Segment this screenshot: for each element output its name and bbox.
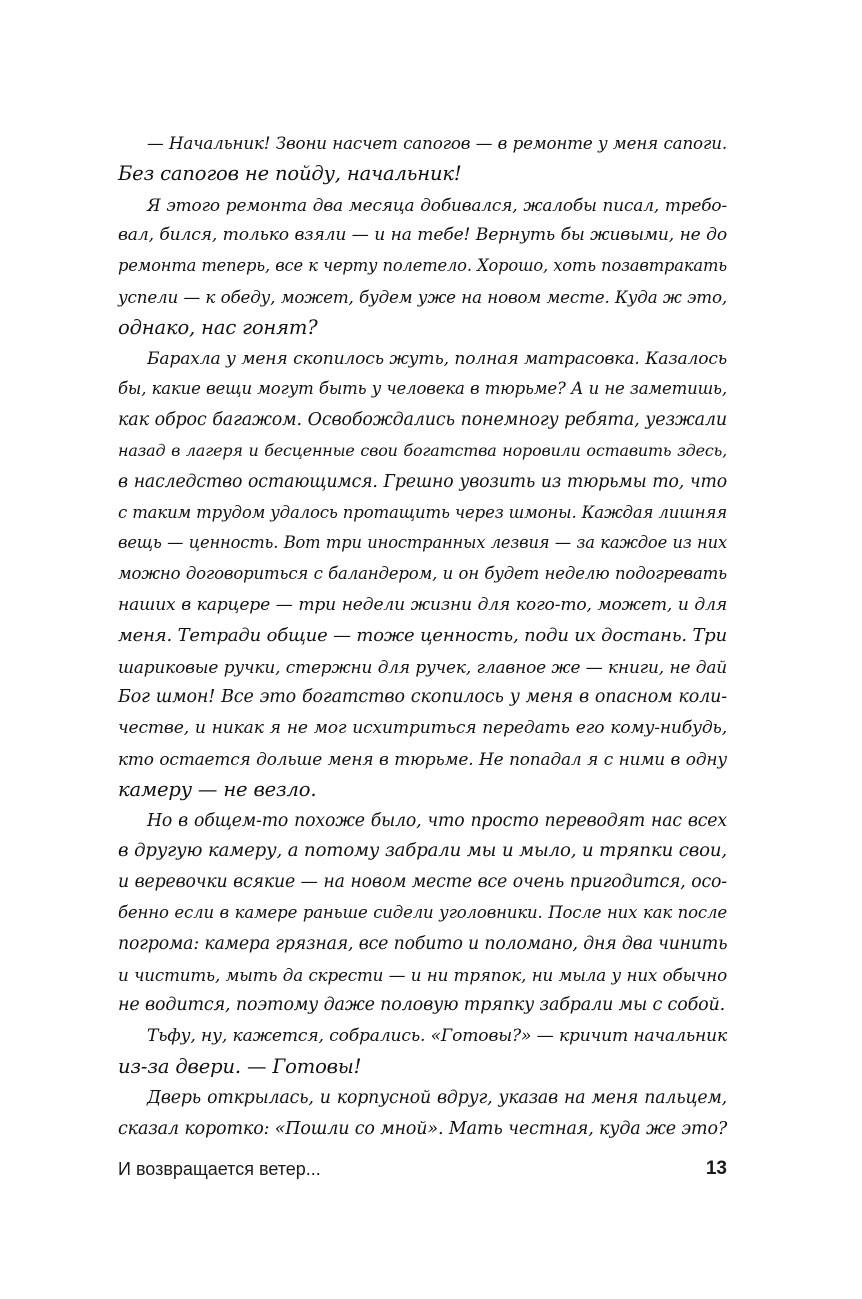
text-line: успели — к обеду, может, будем уже на новом месте. Куда ж это, xyxy=(118,286,727,307)
text-line: сказал коротко: «Пошли со мной». Мать честная, куда же это? xyxy=(118,1118,728,1139)
text-line: меня. Тетради общие — тоже ценность, поди их достань. Три xyxy=(118,624,727,646)
text-line: камеру — не везло. xyxy=(118,777,317,801)
text-line: назад в лагеря и бесценные свои богатства норовили оставить здесь, xyxy=(118,440,727,460)
text-line: бенно если в камере раньше сидели уголовники. После них как после xyxy=(118,902,727,922)
text-line: Дверь открылась, и корпусной вдруг, указав на меня пальцем, xyxy=(147,1087,727,1108)
text-line: Но в общем-то похоже было, что просто переводят нас всех xyxy=(147,810,727,831)
text-line: честве, и никак я не мог исхитриться передать его кому-нибудь, xyxy=(118,718,727,739)
text-line: вещь — ценность. Вот три иностранных лезвия — за каждое из них xyxy=(118,533,727,553)
text-line: погрома: камера грязная, все побито и поломано, дня два чинить xyxy=(118,933,728,954)
text-line: вал, бился, только взяли — и на тебе! Вернуть бы живыми, не до xyxy=(118,225,727,246)
text-line: и веревочки всякие — на новом месте все очень пригодится, осо- xyxy=(118,872,727,893)
text-line: Тьфу, ну, кажется, собрались. «Готовы?» — кричит начальник xyxy=(147,1026,727,1047)
page-number: 13 xyxy=(705,1158,727,1179)
text-line: в другую камеру, а потому забрали мы и мыло, и тряпки свои, xyxy=(118,840,727,862)
running-title: И возвращается ветер... xyxy=(118,1159,321,1179)
page-footer xyxy=(118,1157,727,1181)
text-line: не водится, поэтому даже половую тряпку забрали мы с собой. xyxy=(118,995,726,1016)
text-line: можно договориться с баландером, и он будет неделю подогревать xyxy=(118,564,727,584)
text-line: шариковые ручки, стержни для ручек, главное же — книги, не дай xyxy=(118,656,727,677)
text-line: Барахла у меня скопилось жуть, полная матрасовка. Казалось xyxy=(147,348,727,369)
text-line: бы, какие вещи могут быть у человека в тюрьме? А и не заметишь, xyxy=(118,379,727,399)
text-line: Бог шмон! Все это богатство скопилось у меня в опасном коли- xyxy=(118,687,727,708)
text-line: однако, нас гонят? xyxy=(118,315,318,339)
text-line: наших в карцере — три недели жизни для кого-то, может, и для xyxy=(118,594,727,615)
text-line: ремонта теперь, все к черту полетело. Хорошо, хоть позавтракать xyxy=(118,256,727,276)
text-line: и чистить, мыть да скрести — и ни тряпок, ни мыла у них обычно xyxy=(118,964,727,985)
text-line: с таким трудом удалось протащить через шмоны. Каждая лишняя xyxy=(118,502,727,522)
text-line: из-за двери. — Готовы! xyxy=(118,1054,362,1078)
text-line: кто остается дольше меня в тюрьме. Не попадал я с ними в одну xyxy=(118,748,727,769)
text-line: Без сапогов не пойду, начальник! xyxy=(118,161,462,185)
text-line: в наследство остающимся. Грешно увозить из тюрьмы то, что xyxy=(118,471,727,492)
body-text xyxy=(118,128,727,1144)
text-line: как оброс багажом. Освобождались понемногу ребята, уезжали xyxy=(118,410,727,431)
text-line: — Начальник! Звони насчет сапогов — в ремонте у меня сапоги. xyxy=(147,133,727,153)
text-line: Я этого ремонта два месяца добивался, жалобы писал, требо- xyxy=(147,194,727,215)
